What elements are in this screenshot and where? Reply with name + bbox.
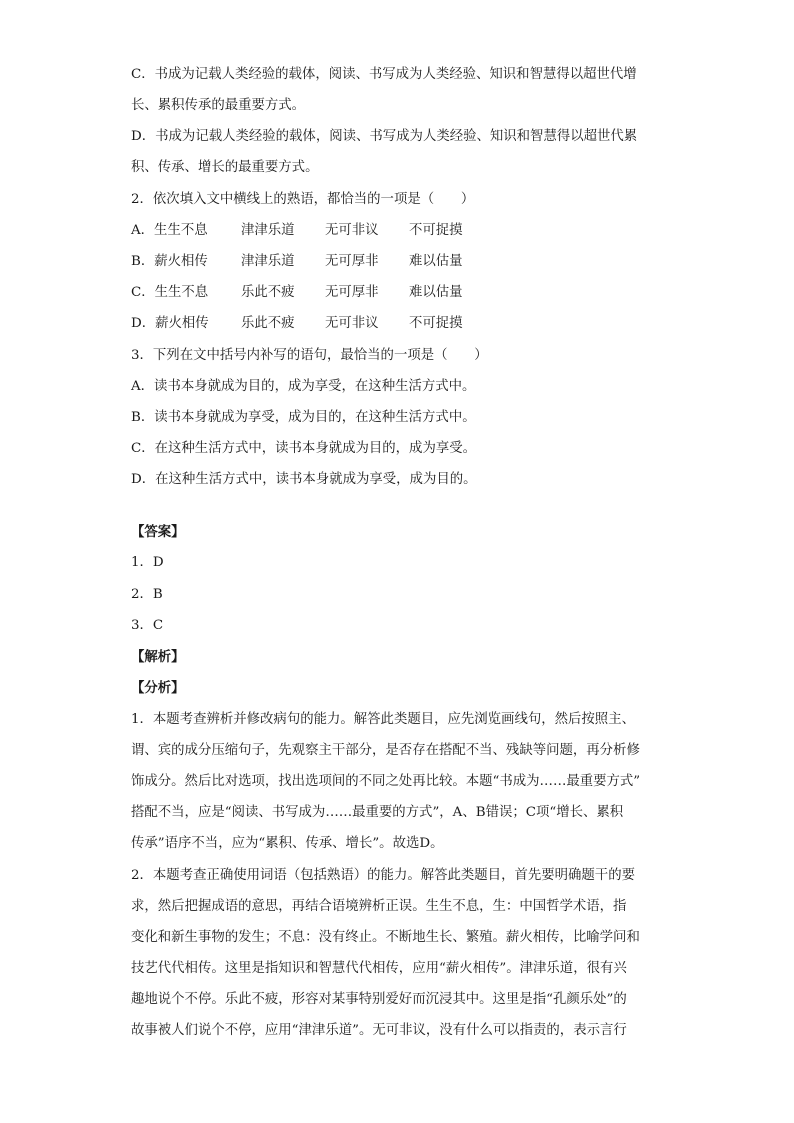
analysis-line: 搭配不当，应是“阅读、书写成为……最重要的方式”，A、B错误；C项“增长、累积 <box>131 805 624 820</box>
answer-3: 3．C <box>131 618 164 633</box>
answer-1: 1．D <box>131 555 164 570</box>
analysis-line: 2．本题考查正确使用词语（包括熟语）的能力。解答此类题目，首先要明确题干的要 <box>131 868 635 883</box>
q2-option-c: C．生生不息 乐此不疲 无可厚非 难以估量 <box>131 285 463 300</box>
q2-option-b: B．薪火相传 津津乐道 无可厚非 难以估量 <box>131 254 463 269</box>
option-c-line-1: C．书成为记载人类经验的载体，阅读、书写成为人类经验、知识和智慧得以超世代增 <box>131 67 637 82</box>
q3-option-c: C．在这种生活方式中，读书本身就成为目的，成为享受。 <box>131 441 477 456</box>
analysis-line: 故事被人们说个不停，应用“津津乐道”。无可非议，没有什么可以指责的，表示言行 <box>131 1023 627 1038</box>
answer-heading: 【答案】 <box>131 524 185 540</box>
answer-2: 2．B <box>131 587 163 602</box>
question-3: 3．下列在文中括号内补写的语句，最恰当的一项是（ ） <box>131 348 488 363</box>
explanation-heading: 【解析】 <box>131 649 185 665</box>
option-d-line-2: 积、传承、增长的最重要方式。 <box>131 160 319 175</box>
q3-option-d: D．在这种生活方式中，读书本身就成为享受，成为目的。 <box>131 472 477 487</box>
analysis-line: 求，然后把握成语的意思，再结合语境辨析正误。生生不息，生：中国哲学术语，指 <box>131 899 627 914</box>
analysis-line: 饰成分。然后比对选项，找出选项间的不同之处再比较。本题“书成为……最重要方式” <box>131 774 641 789</box>
analysis-line: 趣地说个不停。乐此不疲，形容对某事特别爱好而沉浸其中。这里是指“孔颜乐处”的 <box>131 992 627 1007</box>
analysis-line: 1．本题考查辨析并修改病句的能力。解答此类题目，应先浏览画线句，然后按照主、 <box>131 712 635 727</box>
q3-option-a: A．读书本身就成为目的，成为享受，在这种生活方式中。 <box>131 379 476 394</box>
option-c-line-2: 长、累积传承的最重要方式。 <box>131 98 306 113</box>
q2-option-d: D．薪火相传 乐此不疲 无可非议 不可捉摸 <box>131 316 463 331</box>
option-d-line-1: D．书成为记载人类经验的载体，阅读、书写成为人类经验、知识和智慧得以超世代累 <box>131 129 638 144</box>
analysis-heading: 【分析】 <box>131 680 185 696</box>
analysis-line: 技艺代代相传。这里是指知识和智慧代代相传，应用“薪火相传”。津津乐道，很有兴 <box>131 961 627 976</box>
analysis-line: 谓、宾的成分压缩句子，先观察主干部分，是否存在搭配不当、残缺等问题，再分析修 <box>131 743 640 758</box>
q2-option-a: A．生生不息 津津乐道 无可非议 不可捉摸 <box>131 223 463 238</box>
q3-option-b: B．读书本身就成为享受，成为目的，在这种生活方式中。 <box>131 410 476 425</box>
analysis-line: 变化和新生事物的发生；不息：没有终止。不断地生长、繁殖。薪火相传，比喻学问和 <box>131 930 640 945</box>
question-2: 2．依次填入文中横线上的熟语，都恰当的一项是（ ） <box>131 192 475 207</box>
analysis-line: 传承”语序不当，应为“累积、传承、增长”。故选D。 <box>131 836 444 851</box>
